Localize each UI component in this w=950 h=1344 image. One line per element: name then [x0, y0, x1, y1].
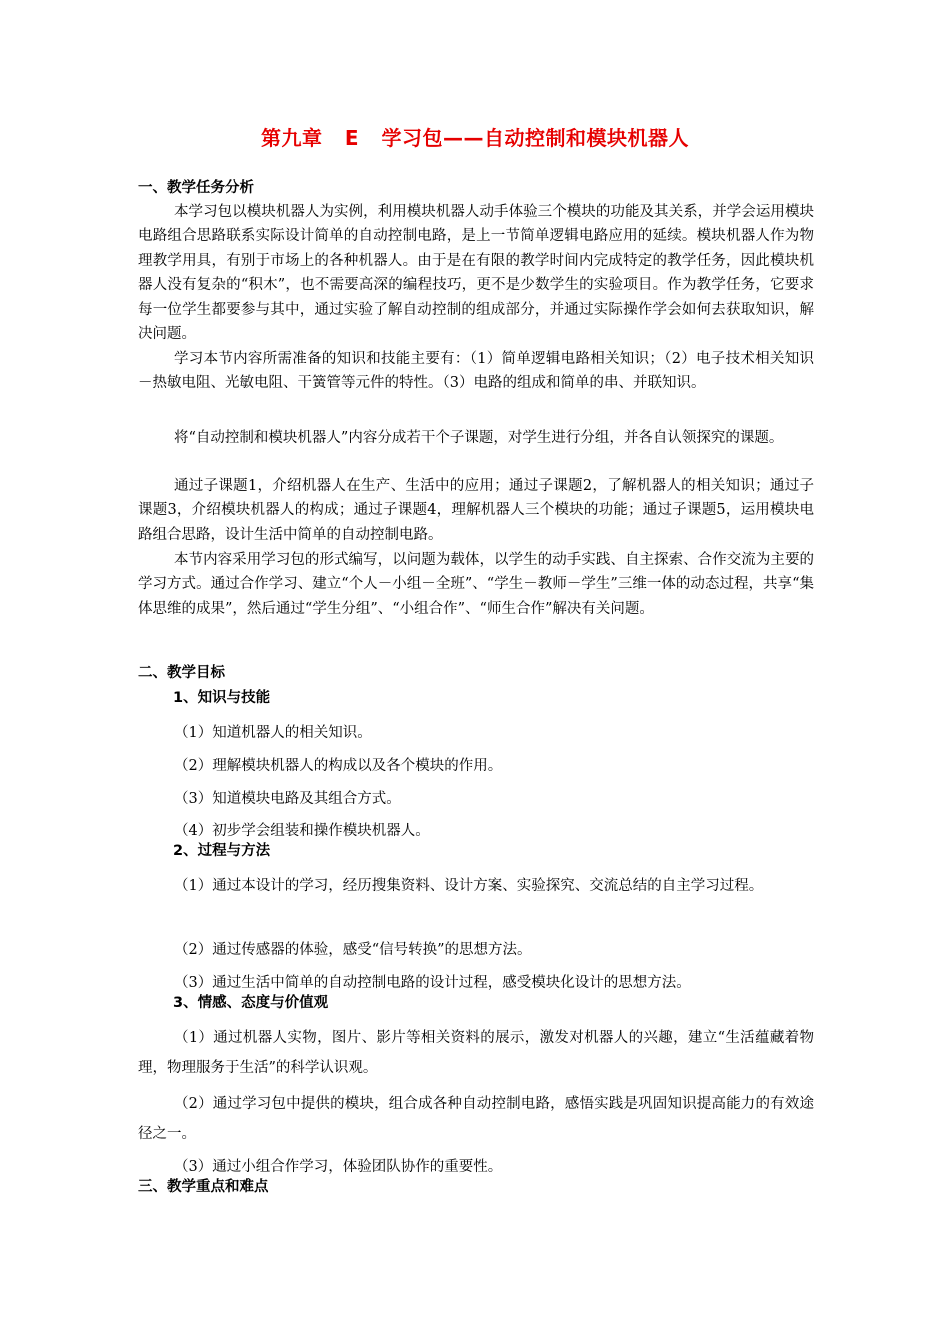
subsection-heading-knowledge: 1、知识与技能	[173, 690, 271, 706]
paragraph: 本学习包以模块机器人为实例，利用模块机器人动手体验三个模块的功能及其关系，并学会运用模块电路组合思路联系实际设计简单的自动控制电路，是上一节简单逻辑电路应用的延续。模块机器人作为物理教学用具，有别于市场上的各种机器人。由于是在有限的教学时间内完成特定的教学任务，因此模块机器人没有复杂的“积木”，也不需要高深的编程技巧，更不是少数学生的实验项目。作为教学任务，它要求每一位学生都要参与其中，通过实验了解自动控制的组成部分，并通过实际操作学会如何去获取知识，解决问题。	[138, 204, 814, 343]
paragraph: 本节内容采用学习包的形式编写，以问题为载体，以学生的动手实践、自主探索、合作交流为主要的学习方式。通过合作学习、建立“个人－小组－全班”、“学生－教师－学生”三维一体的动态过程，共享“集体思维的成果”，然后通过“学生分组”、“小组合作”、“师生合作”解决有关问题。	[138, 552, 814, 617]
list-item: （2）通过学习包中提供的模块，组合成各种自动控制电路，感悟实践是巩固知识提高能力的有效途径之一。	[138, 1096, 814, 1142]
list-item: （1）知道机器人的相关知识。	[174, 725, 372, 741]
list-item: （3）通过小组合作学习，体验团队协作的重要性。	[174, 1159, 503, 1175]
section-heading-task-analysis: 一、教学任务分析	[138, 180, 254, 196]
paragraph: 通过子课题1，介绍机器人在生产、生活中的应用；通过子课题2，了解机器人的相关知识；通过子课题3，介绍模块机器人的构成；通过子课题4，理解机器人三个模块的功能；通过子课题5，运用模块电路组合思路，设计生活中简单的自动控制电路。	[138, 478, 814, 543]
list-item: （2）理解模块机器人的构成以及各个模块的作用。	[174, 758, 503, 774]
section-heading-objectives: 二、教学目标	[138, 665, 225, 681]
list-item: （2）通过传感器的体验，感受“信号转换”的思想方法。	[174, 942, 532, 958]
subsection-heading-process: 2、过程与方法	[173, 843, 271, 859]
subsection-heading-attitude: 3、情感、态度与价值观	[173, 995, 329, 1011]
list-item: （1）通过本设计的学习，经历搜集资料、设计方案、实验探究、交流总结的自主学习过程。	[174, 878, 764, 894]
paragraph: 学习本节内容所需准备的知识和技能主要有：（1）简单逻辑电路相关知识；（2）电子技术相关知识－热敏电阻、光敏电阻、干簧管等元件的特性。（3）电路的组成和简单的串、并联知识。	[138, 351, 814, 392]
list-item: （3）知道模块电路及其组合方式。	[174, 791, 401, 807]
list-item: （1）通过机器人实物，图片、影片等相关资料的展示，激发对机器人的兴趣，建立“生活蕴藏着物理，物理服务于生活”的科学认识观。	[138, 1030, 814, 1076]
document-title: 第九章 E 学习包——自动控制和模块机器人	[261, 126, 689, 150]
list-item: （3）通过生活中简单的自动控制电路的设计过程，感受模块化设计的思想方法。	[174, 975, 691, 991]
section-heading-key-points: 三、教学重点和难点	[138, 1179, 269, 1195]
paragraph: 将“自动控制和模块机器人”内容分成若干个子课题，对学生进行分组，并各自认领探究的课题。	[174, 430, 784, 446]
list-item: （4）初步学会组装和操作模块机器人。	[174, 823, 430, 839]
